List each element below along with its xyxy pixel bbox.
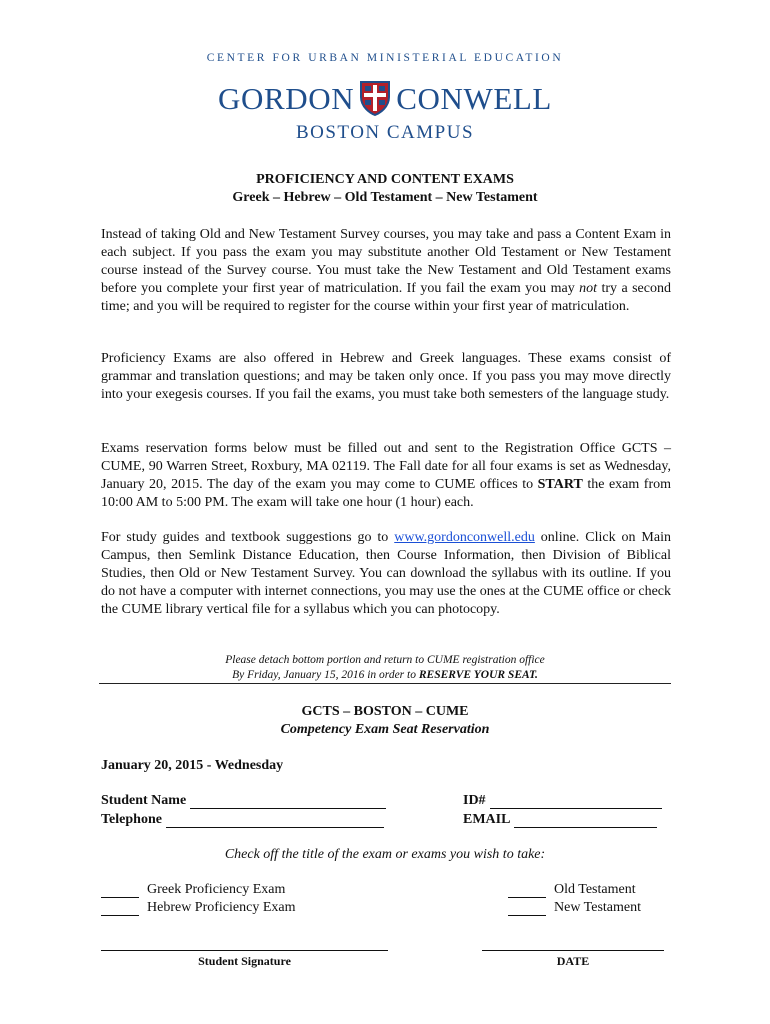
hebrew-proficiency-option[interactable] [101, 900, 296, 916]
para3-text-a: Exams reservation forms below must be filled out and sent to the Registration Office GCTS – CUME, 90 Warren Street, Roxbury, MA 02119. The Fall date for all four exams is set as Wednesday, January 20, 2015. The day of the exam you may come to CUME offices to [101, 441, 671, 492]
telephone-label: Telephone [101, 812, 162, 827]
center-line: CENTER FOR URBAN MINISTERIAL EDUCATION [206, 52, 564, 64]
email-label: EMAIL [463, 812, 511, 827]
new-testament-option[interactable] [508, 900, 641, 916]
brand-left: GORDON [218, 80, 355, 116]
para4-text-b: online. Click on Main Campus, then Semlink Distance Education, then Course Information, then Division of Biblical Studies, then Old or New Testament Survey. You can download the syllabus with its outline. If you do not have a computer with internet connections, you may use the ones at the CUME office or check the CUME library vertical file for a syllabus which you can photocopy. [101, 530, 671, 617]
nt-label: New Testament [554, 900, 642, 915]
paragraph-reservation-info [101, 440, 671, 512]
telephone-line[interactable] [166, 814, 384, 828]
student-name-field[interactable] [101, 793, 386, 809]
detach-note-line1: Please detach bottom portion and return to CUME registration office [225, 654, 545, 666]
student-name-label: Student Name [101, 793, 187, 808]
greek-proficiency-option[interactable] [101, 882, 285, 898]
greek-label: Greek Proficiency Exam [147, 882, 286, 897]
detach-divider [99, 683, 671, 684]
ot-checkbox-line[interactable] [508, 884, 546, 898]
hebrew-label: Hebrew Proficiency Exam [147, 900, 296, 915]
gordon-conwell-logo [0, 0, 770, 150]
brand-right: CONWELL [396, 80, 552, 116]
reserve-seat-bold: RESERVE YOUR SEAT. [418, 669, 538, 681]
hebrew-checkbox-line[interactable] [101, 902, 139, 916]
exam-date: January 20, 2015 - Wednesday [101, 758, 284, 773]
detach-note-text: By Friday, January 15, 2016 in order to [232, 669, 419, 681]
paragraph-content-exams [101, 226, 671, 316]
para4-text-a: For study guides and textbook suggestions go to [101, 530, 395, 545]
date-line[interactable] [482, 950, 664, 951]
email-field[interactable] [463, 812, 657, 828]
detach-note-line2 [0, 668, 770, 682]
telephone-field[interactable] [101, 812, 384, 828]
para3-text-b: the exam from 10:00 AM to 5:00 PM. The exam will take one hour (1 hour) each. [101, 477, 671, 510]
para3-start-bold: START [537, 477, 583, 492]
date-label: DATE [556, 954, 590, 968]
nt-checkbox-line[interactable] [508, 902, 546, 916]
id-line[interactable] [490, 795, 662, 809]
campus-name: BOSTON CAMPUS [295, 122, 475, 143]
student-signature-label: Student Signature [198, 954, 291, 968]
signature-line[interactable] [101, 950, 388, 951]
brand-row [0, 78, 770, 118]
shield-crest-icon [358, 79, 392, 117]
document-subtitle: Greek – Hebrew – Old Testament – New Testament [232, 190, 538, 205]
old-testament-option[interactable] [508, 882, 636, 898]
document-title: PROFICIENCY AND CONTENT EXAMS [256, 172, 514, 187]
greek-checkbox-line[interactable] [101, 884, 139, 898]
paragraph-study-guides [101, 529, 671, 619]
ot-label: Old Testament [554, 882, 636, 897]
check-instruction: Check off the title of the exam or exams you wish to take: [224, 847, 546, 862]
paragraph-proficiency-exams: Proficiency Exams are also offered in Hebrew and Greek languages. These exams consist of grammar and translation questions; and may be taken only once. If you pass you may move directly into your exegesis courses. If you fail the exams, you must take both semesters of the language study. [101, 351, 671, 402]
para1-emphasis: not [579, 281, 598, 296]
id-label: ID# [463, 793, 486, 808]
id-field[interactable] [463, 793, 662, 809]
para1-text-b: try a second time; and you will be required to register for the course within your first year of matriculation. [101, 281, 671, 314]
form-subheading: Competency Exam Seat Reservation [280, 722, 490, 737]
email-line[interactable] [514, 814, 657, 828]
student-name-line[interactable] [190, 795, 386, 809]
gordonconwell-link[interactable]: www.gordonconwell.edu [394, 530, 535, 545]
form-heading: GCTS – BOSTON – CUME [301, 704, 469, 719]
para1-text-a: Instead of taking Old and New Testament Survey courses, you may take and pass a Content Exam in each subject. If you pass the exam you may substitute another Old Testament or New Testament course instead of the Survey course. You must take the New Testament and Old Testament exams before you complete your first year of matriculation. If you fail the exam you may [101, 227, 671, 296]
